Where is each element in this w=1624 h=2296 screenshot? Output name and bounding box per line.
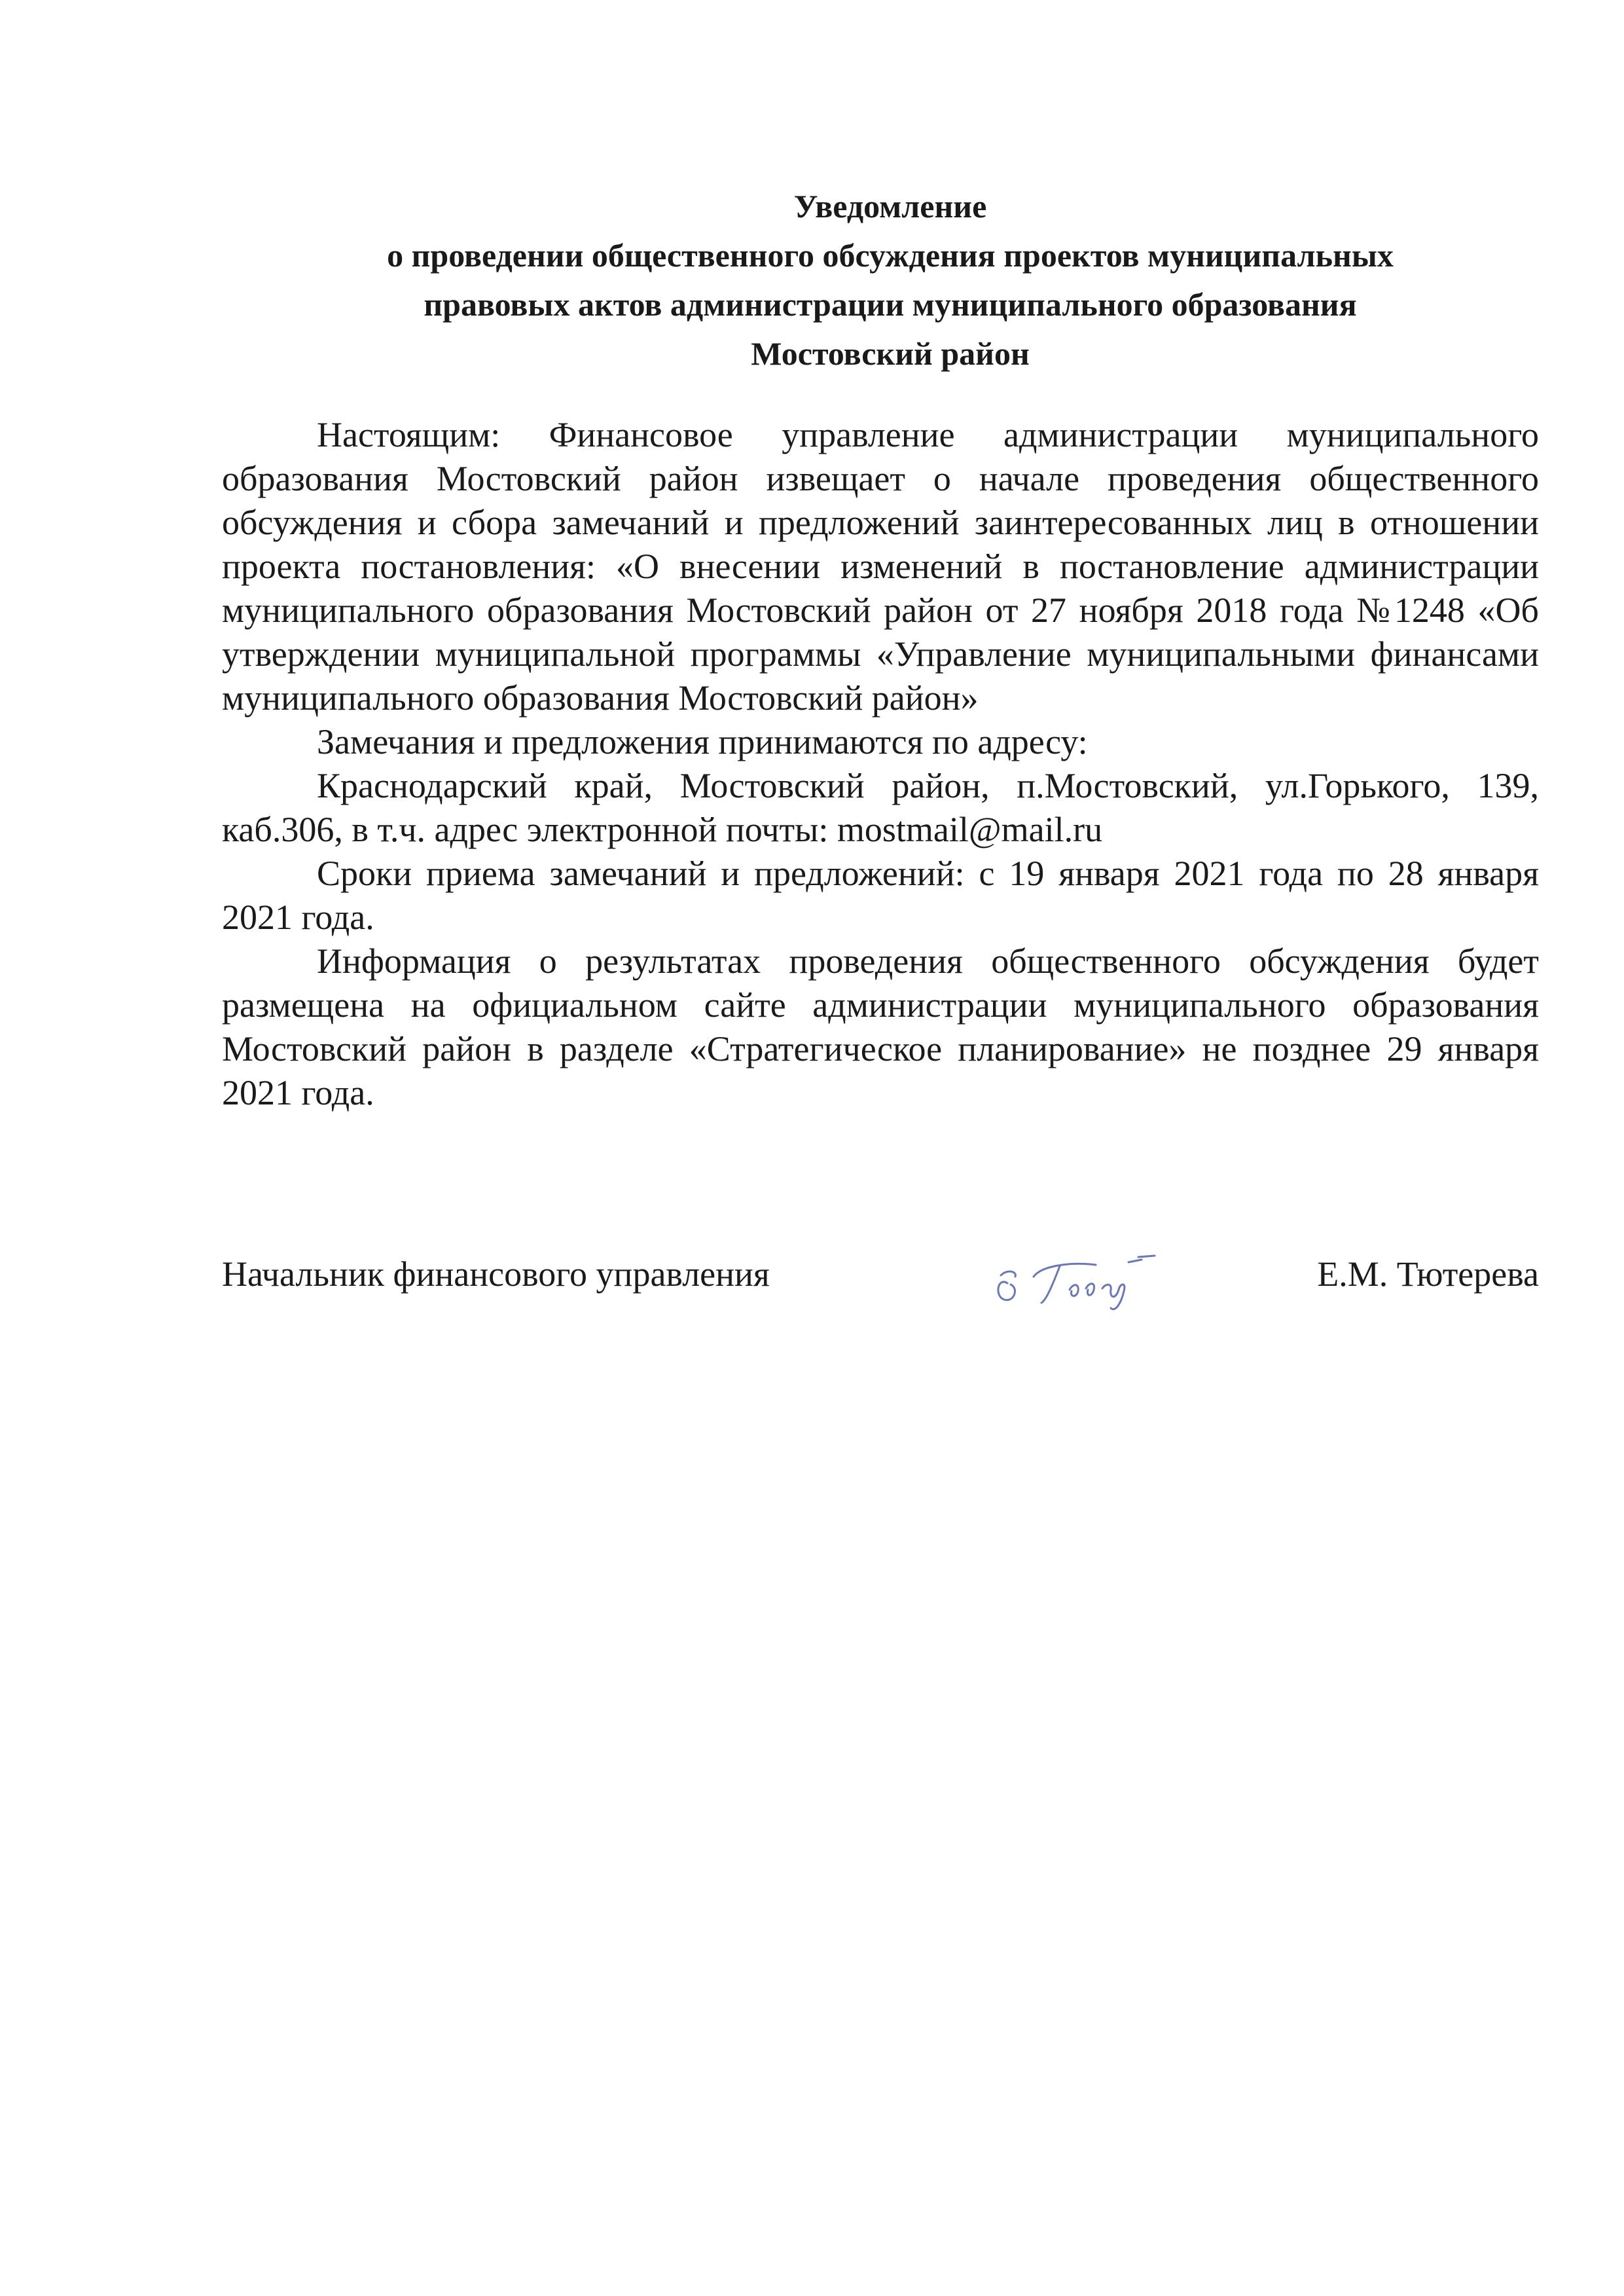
signatory-position: Начальник финансового управления [222,1254,770,1294]
title-line-4: Мостовский район [751,335,1030,372]
signature-block [222,1237,1539,1316]
title-line-3: правовых актов администрации муниципального образования [424,286,1357,323]
paragraph-deadlines: Сроки приема замечаний и предложений: с 19 января 2021 года по 28 января 2021 года. [222,854,1539,937]
title-line-1: Уведомление [793,188,987,225]
handwritten-signature [981,1237,1191,1316]
paragraph-address: Краснодарский край, Мостовский район, п.Мостовский, ул.Горького, 139, каб.306, в т.ч. адрес электронной почты: mostmail@mail.ru [222,766,1539,849]
title-line-2: о проведении общественного обсуждения проектов муниципальных [387,237,1394,274]
document-body [222,413,1539,1115]
document-title [223,182,1558,378]
paragraph-address-intro: Замечания и предложения принимаются по адресу: [317,722,1088,761]
signatory-name: Е.М. Тютерева [1317,1254,1539,1294]
paragraph-notice: Настоящим: Финансовое управление администрации муниципального образования Мостовский район извещает о начале проведения общественного обсуждения и сбора замечаний и предложений заинтересованных лиц в отношении проекта постановления: «О внесении изменений в постановление администрации муниципального образования Мостовский район от 27 ноября 2018 года №1248 «Об утверждении муниципальной программы «Управление муниципальными финансами муниципального образования Мостовский район» [222,415,1539,718]
paragraph-results-info: Информация о результатах проведения общественного обсуждения будет размещена на официальном сайте администрации муниципального образования Мостовский район в разделе «Стратегическое планирование» не позднее 29 января 2021 года. [222,941,1539,1112]
